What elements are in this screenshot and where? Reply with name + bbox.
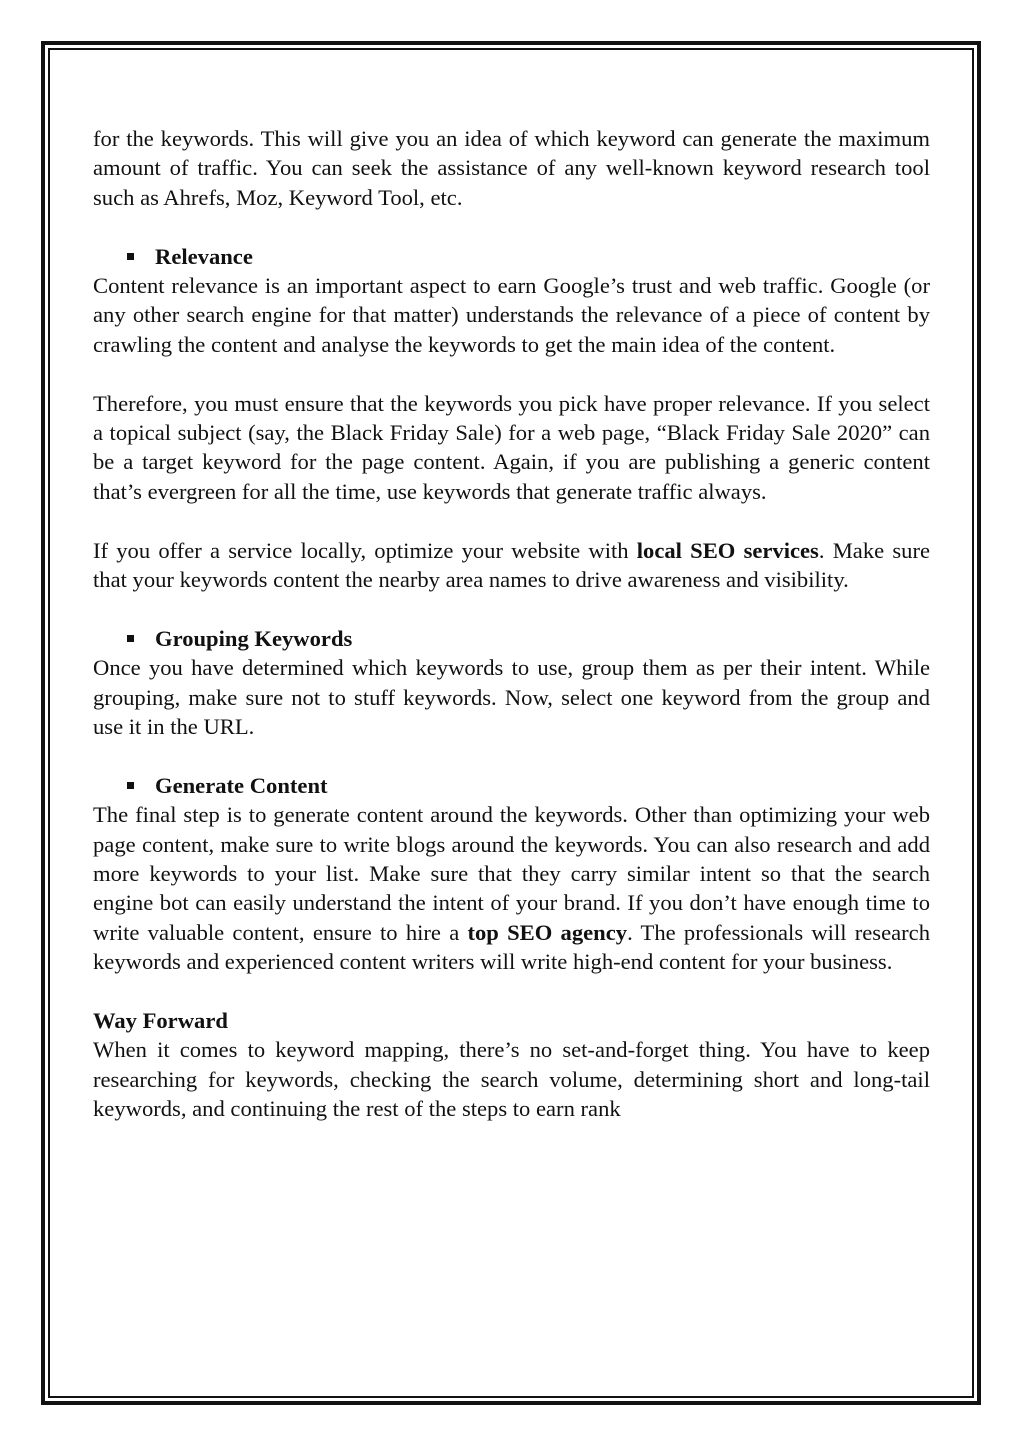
section-heading-way-forward: Way Forward xyxy=(93,1008,228,1034)
generate-paragraph xyxy=(93,800,930,976)
paragraph-text: If you offer a service locally, optimize your website with xyxy=(93,537,637,563)
section-heading-text: Relevance xyxy=(155,243,253,269)
section-generate-content xyxy=(93,771,930,977)
section-heading-text: Grouping Keywords xyxy=(155,625,353,651)
paragraph-text: The final step is to generate content around the keywords. Other than optimizing your web page content, make sure to write blogs around the keywords. You can also research and add more keywords to your list. Make sure that they carry similar intent so that the search engine bot can easily understand the intent of your brand. If you don’t have enough time to write valuable content, ensure to hire a xyxy=(93,802,930,945)
section-heading-relevance xyxy=(93,242,930,271)
square-bullet-icon xyxy=(127,782,134,789)
square-bullet-icon xyxy=(127,635,134,642)
square-bullet-icon xyxy=(127,253,134,260)
section-way-forward xyxy=(93,1006,930,1124)
section-heading-generate xyxy=(93,771,930,800)
grouping-paragraph: Once you have determined which keywords to use, group them as per their intent. While grouping, make sure not to stuff keywords. Now, select one keyword from the group and use it in the URL. xyxy=(93,655,930,740)
local-seo-services-emphasis: local SEO services xyxy=(636,537,819,563)
relevance-paragraph-2: Therefore, you must ensure that the keywords you pick have proper relevance. If you select a topical subject (say, the Black Friday Sale) for a web page, “Black Friday Sale 2020” can be a target keyword for the page content. Again, if you are publishing a generic content that’s evergreen for all the time, use keywords that generate traffic always. xyxy=(93,390,930,504)
relevance-paragraph-3 xyxy=(93,536,930,595)
paragraph-text: . The professionals will research keywords and experienced content writers will write high-end content for your business. xyxy=(93,919,931,975)
document-body xyxy=(93,124,930,1124)
section-grouping-keywords xyxy=(93,624,930,742)
section-heading-text: Generate Content xyxy=(155,772,328,798)
intro-paragraph: for the keywords. This will give you an idea of which keyword can generate the maximum amount of traffic. You can seek the assistance of any well-known keyword research tool such as Ahrefs, Moz, Keyword Tool, etc. xyxy=(93,126,930,210)
paragraph-text: . Make sure that your keywords content the nearby area names to drive awareness and visibility. xyxy=(93,537,930,593)
top-seo-agency-emphasis: top SEO agency xyxy=(467,919,628,945)
section-relevance xyxy=(93,242,930,360)
relevance-paragraph-1: Content relevance is an important aspect to earn Google’s trust and web traffic. Google (or any other search engine for that matter) understands the relevance of a piece of content by crawling the content and analyse the keywords to get the main idea of the content. xyxy=(93,273,930,357)
section-heading-grouping xyxy=(93,624,930,653)
way-forward-paragraph: When it comes to keyword mapping, there’s no set-and-forget thing. You have to keep researching for keywords, checking the search volume, determining short and long-tail keywords, and continuing the rest of the steps to earn rank xyxy=(93,1037,930,1122)
